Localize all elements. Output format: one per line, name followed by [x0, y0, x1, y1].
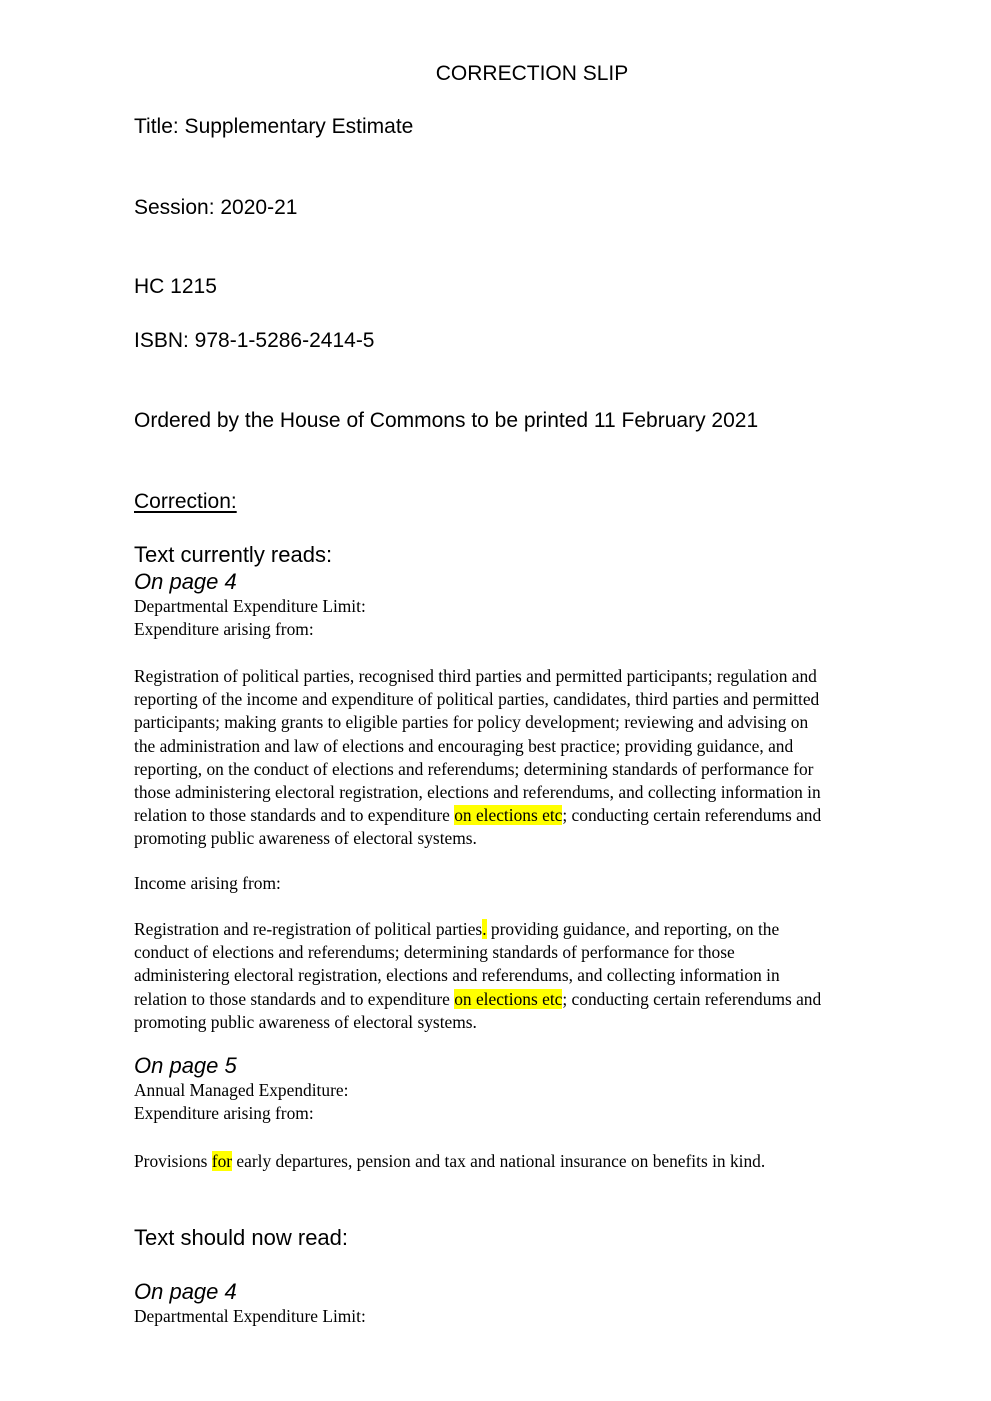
session: Session: 2020-21 — [134, 196, 298, 219]
provisions-paragraph: Provisions for early departures, pension and tax and national insurance on benefits in kind. — [134, 1151, 766, 1171]
highlight: for — [211, 1151, 233, 1171]
current-page4-line2: Expenditure arising from: — [134, 619, 314, 639]
isbn: ISBN: 978-1-5286-2414-5 — [134, 329, 375, 352]
revised-page4-line1: Departmental Expenditure Limit: — [134, 1306, 366, 1326]
expenditure-paragraph: Registration of political parties, recognised third parties and permitted participants; regulation and reporting of the income and expenditure of political parties, candidates, third parties and permitted participants; making grants to eligible parties for policy development; reviewing and advising on the administration and law of elections and encouraging best practice; providing guidance, and reporting, on the conduct of elections and referendums; determining standards of performance for those administering electoral registration, elections and referendums, and collecting information in relation to those standards and to expenditure on elections etc; conducting certain referendums and promoting public awareness of electoral systems. — [134, 666, 822, 849]
highlight: on elections etc — [454, 805, 563, 826]
ordered-statement: Ordered by the House of Commons to be printed 11 February 2021 — [134, 409, 759, 432]
income-label: Income arising from: — [134, 873, 281, 893]
doc-title: Title: Supplementary Estimate — [134, 115, 414, 138]
correction-label: Correction: — [134, 490, 237, 513]
highlight: on elections etc — [454, 988, 563, 1009]
current-page5-label: On page 5 — [134, 1053, 237, 1078]
revised-heading: Text should now read: — [134, 1225, 349, 1250]
current-page5-line1: Annual Managed Expenditure: — [134, 1080, 349, 1100]
hc-number: HC 1215 — [134, 275, 217, 298]
highlight: . — [482, 919, 487, 939]
income-paragraph: Registration and re-registration of political parties. providing guidance, and reporting, on the conduct of elections and referendums; determining standards of performance for those administering electoral registration, elections and referendums, and collecting information in relation to those standards and to expenditure on elections etc; conducting certain referendums and promoting public awareness of electoral systems. — [134, 919, 822, 1032]
current-page4-label: On page 4 — [134, 569, 237, 594]
revised-page4-label: On page 4 — [134, 1279, 237, 1304]
slip-title: CORRECTION SLIP — [435, 62, 629, 85]
current-page5-line2: Expenditure arising from: — [134, 1103, 314, 1123]
current-page4-line1: Departmental Expenditure Limit: — [134, 596, 366, 616]
current-heading: Text currently reads: — [134, 542, 333, 567]
